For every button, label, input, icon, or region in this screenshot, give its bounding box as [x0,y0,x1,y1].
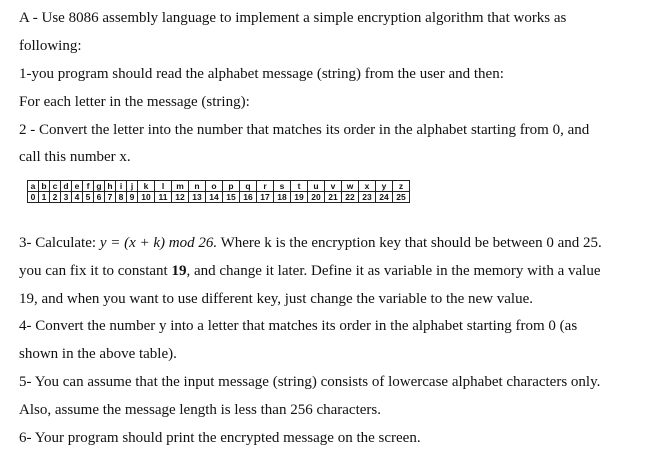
letter-cell: f [83,181,94,192]
number-cell: 11 [155,192,172,203]
number-cell: 18 [274,192,291,203]
letter-cell: p [223,181,240,192]
number-cell: 20 [308,192,325,203]
letter-cell: x [359,181,376,192]
letter-cell: s [274,181,291,192]
para-step5-line2: Also, assume the message length is less than 256 characters. [19,402,381,418]
letter-cell: g [94,181,105,192]
number-cell: 9 [127,192,138,203]
number-cell: 7 [105,192,116,203]
para-step3-line3: 19, and when you want to use different key, just change the variable to the new value. [19,291,534,307]
number-cell: 13 [189,192,206,203]
letter-cell: v [325,181,342,192]
letter-cell: a [28,181,39,192]
para-intro-line2: following: [19,38,82,54]
letter-cell: e [72,181,83,192]
number-cell: 19 [291,192,308,203]
letter-cell: d [61,181,72,192]
letter-cell: w [342,181,359,192]
para-step4-line2: shown in the above table). [19,346,177,362]
number-cell: 3 [61,192,72,203]
alphabet-number-row [28,192,410,203]
alphabet-letter-row [28,181,410,192]
letter-cell: t [291,181,308,192]
para-step1-sub: For each letter in the message (string): [19,94,250,110]
letter-cell: r [257,181,274,192]
para-step4-line1: 4- Convert the number y into a letter that matches its order in the alphabet starting from 0 (as [19,318,578,334]
letter-cell: u [308,181,325,192]
number-cell: 21 [325,192,342,203]
letter-cell: b [39,181,50,192]
para-step2-line1: 2 - Convert the letter into the number that matches its order in the alphabet starting from 0, and [19,122,590,138]
number-cell: 25 [393,192,410,203]
letter-cell: n [189,181,206,192]
step3-formula: y = (x + k) mod 26. [99,235,218,251]
para-step3-line2 [19,262,601,280]
number-cell: 1 [39,192,50,203]
step3-prefix: 3- Calculate: [19,235,100,251]
letter-cell: o [206,181,223,192]
letter-cell: z [393,181,410,192]
step3-line2-before: you can fix it to constant [19,263,172,279]
number-cell: 22 [342,192,359,203]
number-cell: 2 [50,192,61,203]
number-cell: 4 [72,192,83,203]
para-step1: 1-you program should read the alphabet message (string) from the user and then: [19,66,504,82]
number-cell: 17 [257,192,274,203]
number-cell: 15 [223,192,240,203]
letter-cell: q [240,181,257,192]
letter-cell: j [127,181,138,192]
number-cell: 10 [138,192,155,203]
letter-cell: i [116,181,127,192]
letter-cell: m [172,181,189,192]
para-step6: 6- Your program should print the encrypted message on the screen. [19,430,421,446]
number-cell: 16 [240,192,257,203]
number-cell: 5 [83,192,94,203]
letter-cell: l [155,181,172,192]
para-intro-line1: A - Use 8086 assembly language to implement a simple encryption algorithm that works as [19,10,567,26]
step3-rest: Where k is the encryption key that should be between 0 and 25. [217,235,602,251]
number-cell: 24 [376,192,393,203]
letter-cell: c [50,181,61,192]
step3-key-value: 19 [171,263,187,279]
letter-cell: k [138,181,155,192]
number-cell: 14 [206,192,223,203]
number-cell: 12 [172,192,189,203]
number-cell: 8 [116,192,127,203]
para-step3-line1 [19,234,602,252]
letter-cell: h [105,181,116,192]
para-step2-line2: call this number x. [19,149,131,165]
step3-line2-after: , and change it later. Define it as variable in the memory with a value [186,263,601,279]
number-cell: 0 [28,192,39,203]
para-step5-line1: 5- You can assume that the input message (string) consists of lowercase alphabet characters only. [19,374,601,390]
number-cell: 23 [359,192,376,203]
letter-cell: y [376,181,393,192]
alphabet-table [27,180,410,203]
number-cell: 6 [94,192,105,203]
